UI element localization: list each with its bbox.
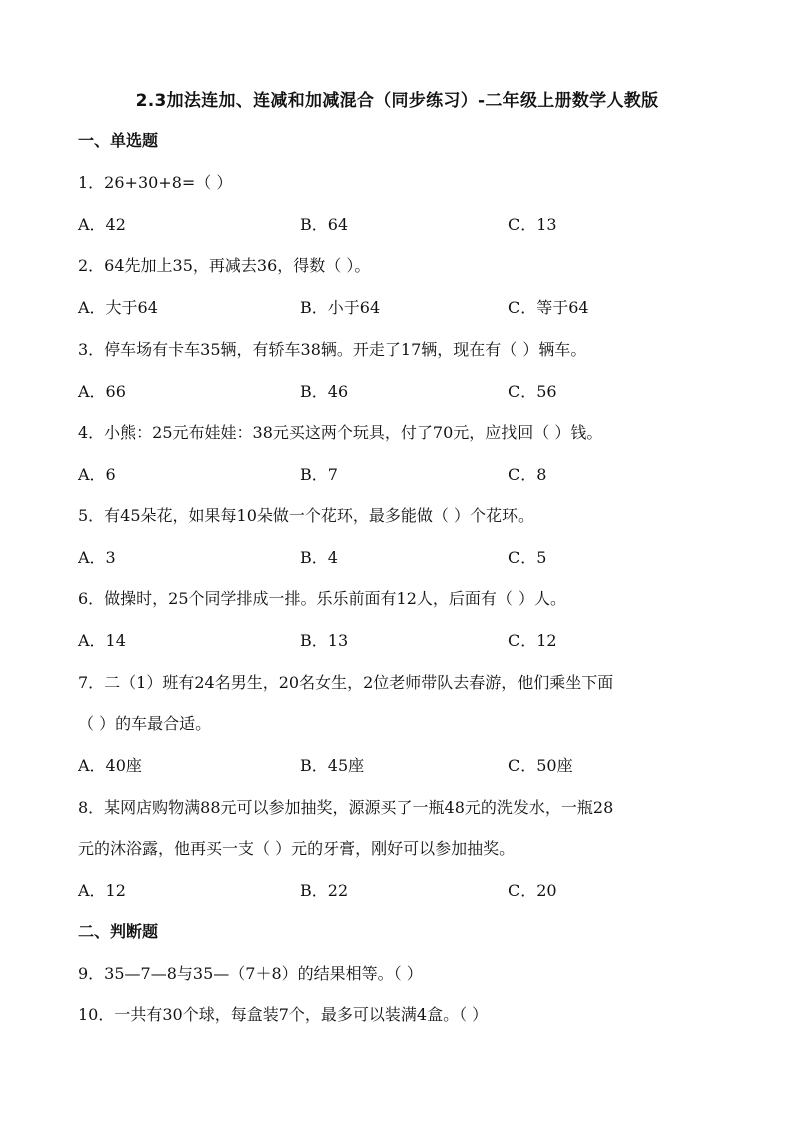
option-c[interactable]: C．50座 bbox=[508, 756, 573, 775]
question-2: 2．64先加上35，再减去36，得数（ ）。 bbox=[78, 256, 371, 275]
question-1: 1．26+30+8=（ ） bbox=[78, 173, 233, 192]
question-1-options bbox=[78, 212, 718, 234]
option-c[interactable]: C．等于64 bbox=[508, 298, 589, 317]
option-c[interactable]: C．56 bbox=[508, 382, 557, 401]
section-heading-true-false: 二、判断题 bbox=[78, 922, 159, 941]
question-3: 3．停车场有卡车35辆，有轿车38辆。开走了17辆，现在有（ ）辆车。 bbox=[78, 340, 587, 359]
worksheet-title: 2.3加法连加、连减和加减混合（同步练习）-二年级上册数学人教版 bbox=[135, 91, 659, 111]
option-b[interactable]: B．46 bbox=[300, 382, 349, 401]
question-6: 6．做操时，25个同学排成一排。乐乐前面有12人，后面有（ ）人。 bbox=[78, 589, 566, 608]
option-b[interactable]: B．64 bbox=[300, 215, 349, 234]
question-3-options bbox=[78, 379, 718, 401]
option-a[interactable]: A．6 bbox=[78, 465, 116, 484]
question-6-options bbox=[78, 628, 718, 650]
question-8-options bbox=[78, 878, 718, 900]
question-7-options bbox=[78, 753, 718, 775]
option-c[interactable]: C．13 bbox=[508, 215, 557, 234]
question-5: 5．有45朵花，如果每10朵做一个花环，最多能做（ ）个花环。 bbox=[78, 506, 534, 525]
question-8-continuation: 元的沐浴露，他再买一支（ ）元的牙膏，刚好可以参加抽奖。 bbox=[78, 839, 516, 858]
option-a[interactable]: A．12 bbox=[78, 881, 126, 900]
option-b[interactable]: B．22 bbox=[300, 881, 349, 900]
question-8: 8．某网店购物满88元可以参加抽奖，源源买了一瓶48元的洗发水，一瓶28 bbox=[78, 798, 614, 817]
option-a[interactable]: A．3 bbox=[78, 548, 116, 567]
option-c[interactable]: C．12 bbox=[508, 631, 557, 650]
option-a[interactable]: A．14 bbox=[78, 631, 126, 650]
question-4: 4．小熊：25元布娃娃：38元买这两个玩具，付了70元，应找回（ ）钱。 bbox=[78, 423, 603, 442]
section-heading-single-choice: 一、单选题 bbox=[78, 131, 159, 150]
option-b[interactable]: B．小于64 bbox=[300, 298, 381, 317]
option-a[interactable]: A．66 bbox=[78, 382, 126, 401]
option-c[interactable]: C．5 bbox=[508, 548, 547, 567]
question-2-options bbox=[78, 295, 718, 317]
question-10: 10．一共有30个球，每盒装7个，最多可以装满4盒。（ ） bbox=[78, 1005, 489, 1024]
option-c[interactable]: C．8 bbox=[508, 465, 547, 484]
option-b[interactable]: B．7 bbox=[300, 465, 338, 484]
question-7-continuation: （ ）的车最合适。 bbox=[78, 714, 212, 733]
question-7: 7．二（1）班有24名男生，20名女生，2位老师带队去春游，他们乘坐下面 bbox=[78, 673, 614, 692]
option-b[interactable]: B．45座 bbox=[300, 756, 365, 775]
option-b[interactable]: B．13 bbox=[300, 631, 349, 650]
question-4-options bbox=[78, 462, 718, 484]
option-a[interactable]: A．42 bbox=[78, 215, 126, 234]
question-9: 9．35—7—8与35—（7＋8）的结果相等。（ ） bbox=[78, 964, 423, 983]
option-a[interactable]: A．40座 bbox=[78, 756, 142, 775]
option-b[interactable]: B．4 bbox=[300, 548, 338, 567]
option-a[interactable]: A．大于64 bbox=[78, 298, 158, 317]
question-5-options bbox=[78, 545, 718, 567]
option-c[interactable]: C．20 bbox=[508, 881, 557, 900]
